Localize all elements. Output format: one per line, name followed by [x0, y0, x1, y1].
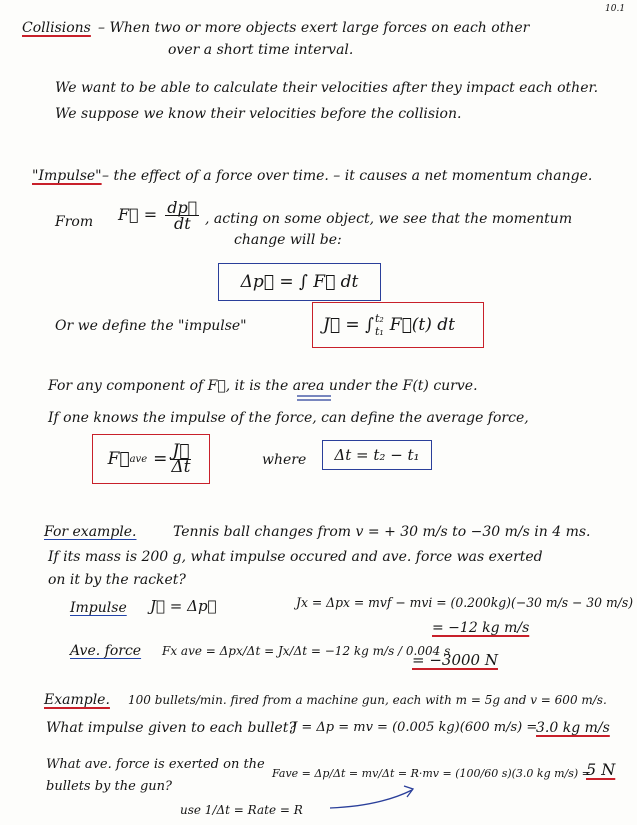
area-double-underline	[297, 396, 331, 400]
example-2-label-text: Example.	[44, 692, 110, 708]
example-2-text-2: What impulse given to each bullet?	[46, 720, 296, 736]
impulse-definition-eq: J⃗ = Δp⃗	[150, 597, 217, 615]
page-number: 10.1	[605, 4, 626, 14]
example-1-text-3: on it by the racket?	[48, 572, 186, 588]
j-result-text: 3.0 kg m/s	[536, 720, 610, 736]
or-define-impulse: Or we define the "impulse"	[55, 318, 247, 334]
average-force-line: If one knows the impulse of the force, can define the average force,	[48, 410, 529, 426]
impulse-term-text: "Impulse"	[32, 168, 102, 184]
example-2-text-1: 100 bullets/min. fired from a machine gun, each with m = 5g and v = 600 m/s.	[128, 693, 607, 707]
collisions-line-4: We suppose we know their velocities before the collision.	[55, 106, 462, 122]
collisions-line-3: We want to be able to calculate their velocities after they impact each other.	[55, 80, 599, 96]
collisions-definition-line-1: – When two or more objects exert large forces on each other	[98, 20, 530, 36]
from-equation-denominator: dt	[174, 214, 191, 233]
impulse-definition: – the effect of a force over time. – it causes a net momentum change.	[102, 168, 593, 184]
fave-subscript: ave	[129, 453, 148, 465]
jx-calculation: Jx = Δpx = mvf − mvi = (0.200kg)(−30 m/s − 30 m/s)	[296, 596, 634, 611]
rate-arrow	[330, 790, 412, 808]
ave-force-label-text: Ave. force	[70, 643, 142, 659]
example-1-text-1: Tennis ball changes from v = + 30 m/s to −30 m/s in 4 ms.	[173, 524, 591, 540]
fx-ave-result-text: = −3000 N	[412, 651, 498, 669]
j-calculation: J = Δp = mv = (0.005 kg)(600 m/s) =	[292, 720, 538, 735]
example-2-text-4: bullets by the gun?	[46, 779, 172, 794]
fave-denominator: Δt	[171, 456, 191, 477]
fave-calculation: Fave = Δp/Δt = mv/Δt = R·mv = (100/60 s)(3.0 kg m/s) =	[272, 767, 591, 780]
from-equation-lhs: F⃗ =	[118, 205, 158, 224]
from-equation-numerator: dp⃗	[167, 198, 198, 217]
example-2-text-3: What ave. force is exerted on the	[46, 757, 265, 772]
jx-result-text: = −12 kg m/s	[432, 620, 530, 636]
fave-equals: =	[153, 449, 168, 469]
delta-t-equation: Δt = t₂ − t₁	[334, 446, 420, 464]
integral-lower-limit: t₁	[374, 325, 384, 338]
impulse-label-text: Impulse	[70, 600, 127, 616]
example-1-text-2: If its mass is 200 g, what impulse occured and ave. force was exerted	[48, 549, 543, 565]
rate-note: use 1/Δt = Rate = R	[180, 803, 303, 817]
component-area-text: For any component of F⃗, it is the area under the F(t) curve.	[48, 378, 478, 394]
collisions-definition-line-2: over a short time interval.	[168, 42, 354, 58]
impulse-equation-rhs: F⃗(t) dt	[389, 315, 455, 335]
example-1-label-text: For example.	[44, 524, 137, 540]
fave-numerator: J⃗	[172, 440, 190, 461]
from-text-line-2: change will be:	[234, 232, 342, 248]
collisions-term-text: Collisions	[22, 20, 91, 36]
integral-upper-limit: t₂	[374, 312, 384, 325]
delta-p-equation: Δp⃗ = ∫ F⃗ dt	[240, 272, 359, 292]
from-text-line-1: , acting on some object, we see that the momentum	[205, 211, 573, 227]
impulse-equation-lhs: J⃗ = ∫	[323, 315, 374, 335]
fave-result-text: 5 N	[586, 760, 616, 779]
fx-ave-calculation: Fx ave = Δpx/Δt = Jx/Δt = −12 kg m/s / 0.004 s	[162, 644, 451, 658]
where-label: where	[262, 452, 307, 468]
from-label: From	[55, 214, 94, 230]
fave-lhs: F⃗	[107, 449, 130, 469]
